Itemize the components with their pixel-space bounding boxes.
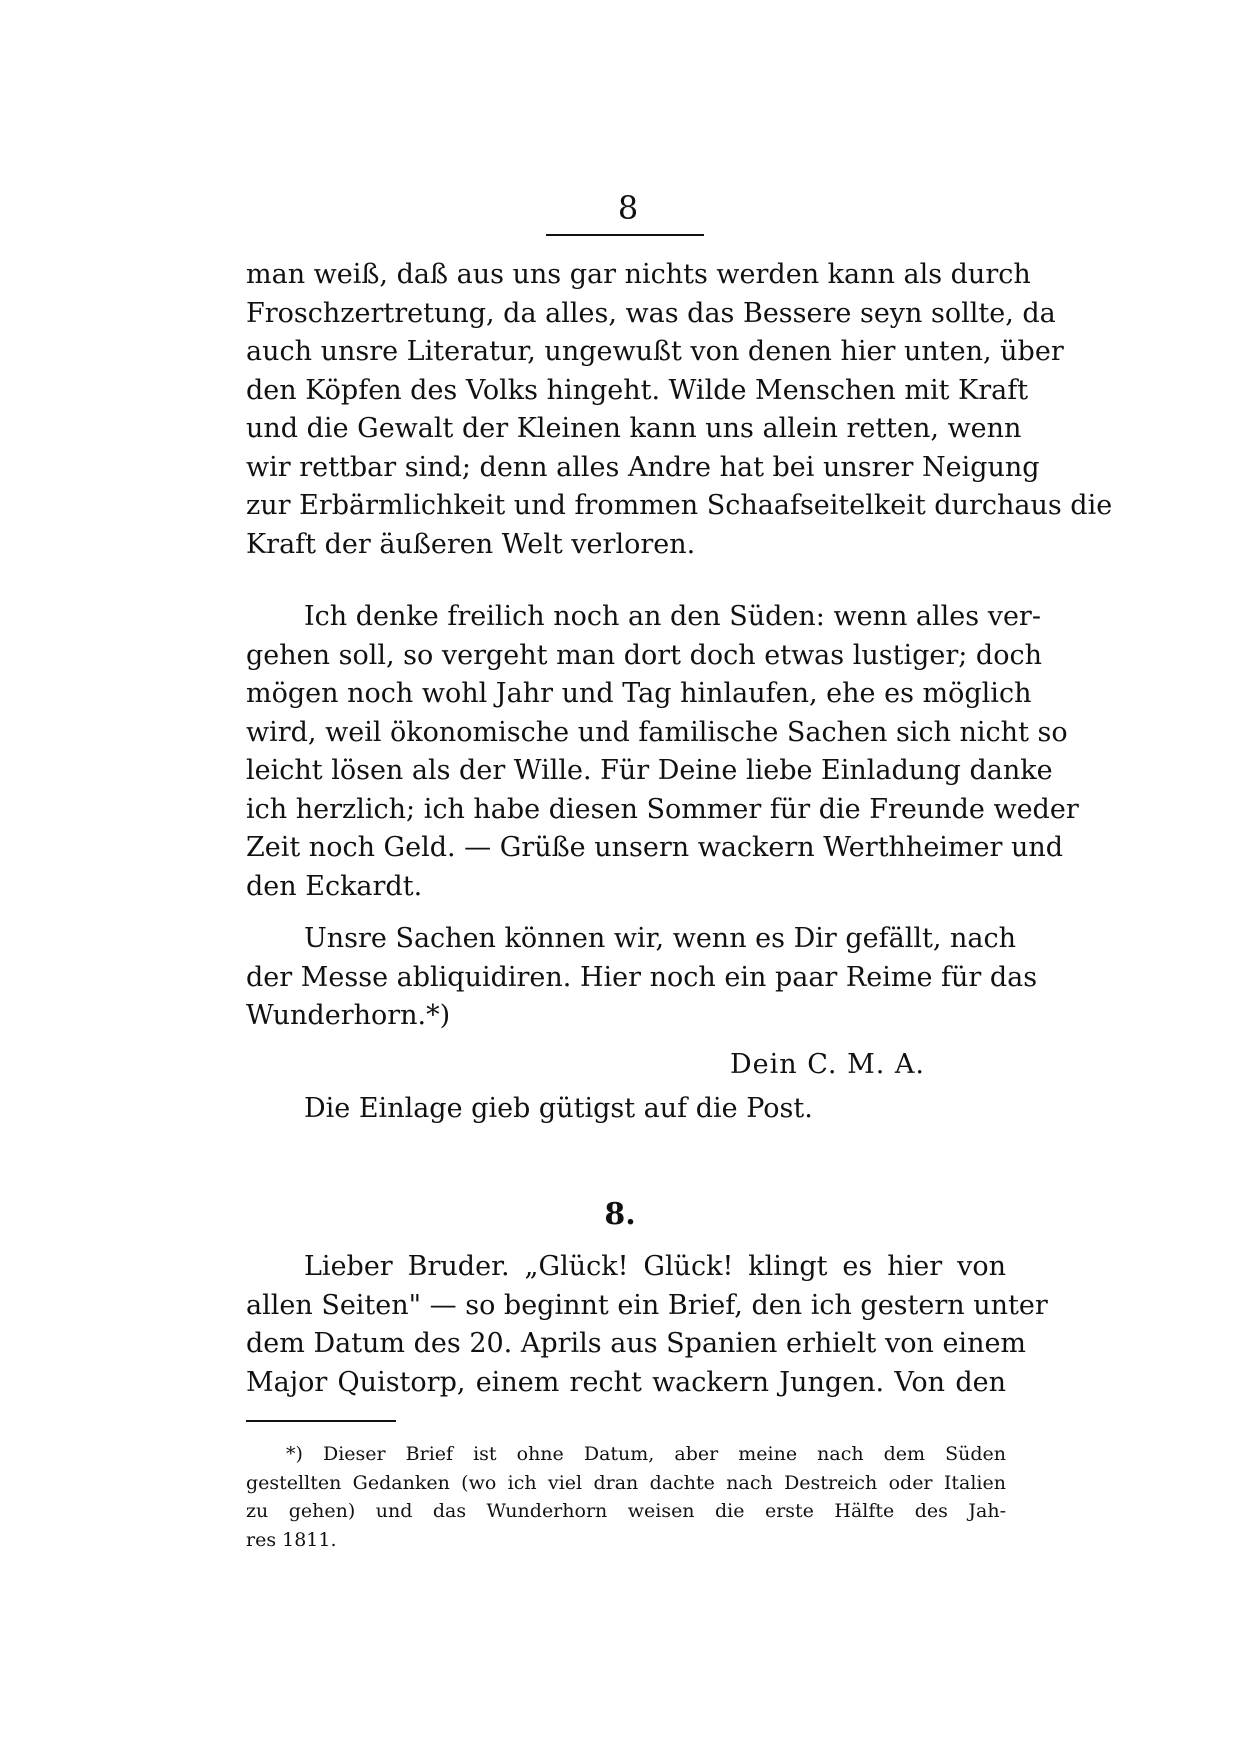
text-line: Unsre Sachen können wir, wenn es Dir gefällt, nach — [304, 923, 1016, 954]
text-line: Froschzertretung, da alles, was das Bessere seyn sollte, da — [246, 297, 1056, 329]
postscript — [246, 1090, 1006, 1129]
text-line: zur Erbärmlichkeit und frommen Schaafseitelkeit durchaus die — [246, 490, 1113, 521]
footnote-line: gestellten Gedanken (wo ich viel dran dachte nach Destreich oder Italien — [246, 1471, 1006, 1494]
footnote-line: *) Dieser Brief ist ohne Datum, aber meine nach dem Süden — [286, 1443, 1006, 1465]
text-line: Lieber Bruder. „Glück! Glück! klingt es hier von — [304, 1251, 1006, 1282]
footnote-line: res 1811. — [246, 1528, 337, 1551]
text-line: Die Einlage gieb gütigst auf die Post. — [304, 1093, 813, 1124]
footnote — [246, 1440, 1006, 1554]
text-line: auch unsre Literatur, ungewußt von denen hier unten, über — [246, 336, 1064, 367]
paragraph-1 — [246, 256, 1113, 564]
page-number-rule — [546, 234, 704, 236]
text-line: man weiß, daß aus uns gar nichts werden kann als durch — [246, 259, 1031, 290]
text-line: und die Gewalt der Kleinen kann uns allein retten, wenn — [246, 413, 1022, 444]
text-line: gehen soll, so vergeht man dort doch etwas lustiger; doch — [246, 639, 1042, 671]
page-number: 8 — [617, 189, 639, 227]
text-line: Kraft der äußeren Welt verloren. — [246, 528, 696, 560]
text-line: Wunderhorn.*) — [246, 1000, 451, 1031]
letter-paragraph — [246, 1248, 1048, 1402]
text-line: Ich denke freilich noch an den Süden: wenn alles ver- — [304, 601, 1041, 632]
text-line: leicht lösen als der Wille. Für Deine liebe Einladung danke — [246, 755, 1053, 786]
text-line: Zeit noch Geld. — Grüße unsern wackern Werthheimer und — [246, 832, 1064, 863]
footnote-line: zu gehen) und das Wunderhorn weisen die erste Hälfte des Jah- — [246, 1500, 1006, 1522]
paragraph-2 — [246, 598, 1079, 906]
text-line: der Messe abliquidiren. Hier noch ein paar Reime für das — [246, 961, 1038, 993]
text-line: Major Quistorp, einem recht wackern Jungen. Von den — [246, 1366, 1006, 1398]
text-line: den Eckardt. — [246, 870, 423, 902]
signature: Dein C. M. A. — [730, 1049, 925, 1080]
text-line: wird, weil ökonomische und familische Sachen sich nicht so — [246, 716, 1068, 748]
text-line: wir rettbar sind; denn alles Andre hat bei unsrer Neigung — [246, 451, 1040, 483]
footnote-rule — [246, 1420, 396, 1422]
paragraph-3 — [246, 920, 1038, 1036]
section-mark: 8. — [604, 1197, 636, 1232]
text-line: den Köpfen des Volks hingeht. Wilde Menschen mit Kraft — [246, 374, 1029, 406]
text-line: dem Datum des 20. Aprils aus Spanien erhielt von einem — [246, 1328, 1027, 1359]
text-line: ich herzlich; ich habe diesen Sommer für die Freunde weder — [246, 793, 1079, 825]
text-line: allen Seiten" — so beginnt ein Brief, den ich gestern unter — [246, 1289, 1048, 1321]
text-line: mögen noch wohl Jahr und Tag hinlaufen, ehe es möglich — [246, 678, 1032, 709]
